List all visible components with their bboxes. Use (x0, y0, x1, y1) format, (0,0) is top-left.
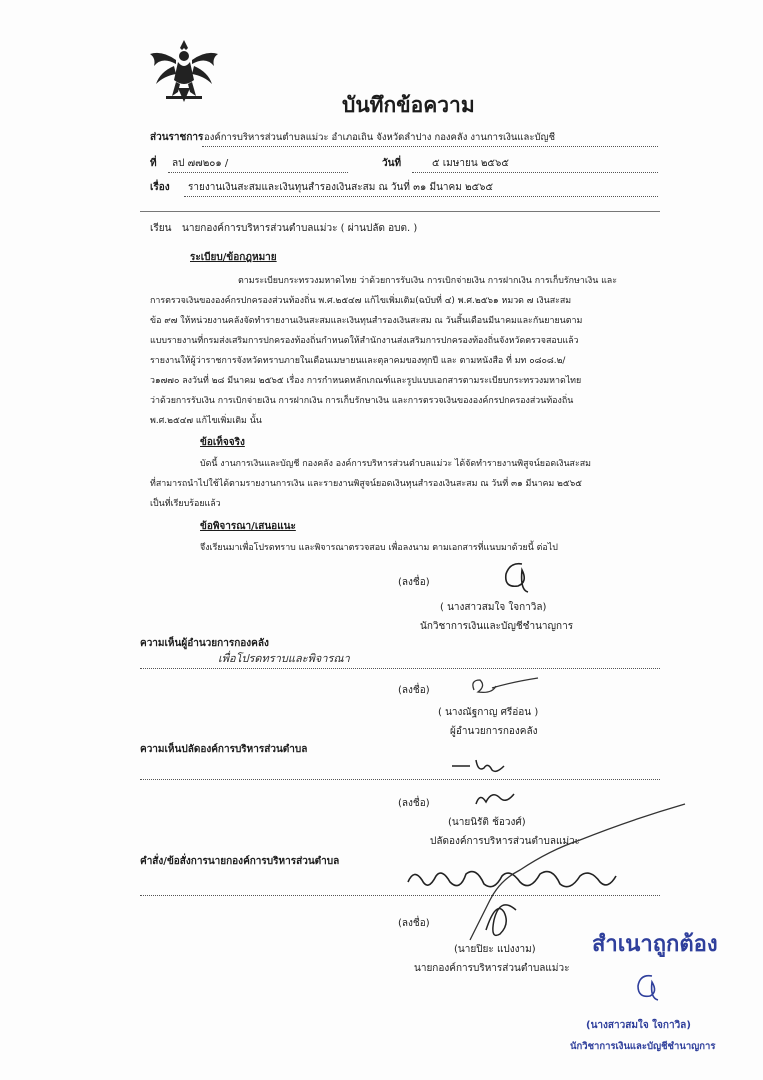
sig3-name: (นายนิรัติ ช้อวงศ์) (448, 817, 526, 828)
sig2-sign-label: (ลงชื่อ) (398, 685, 430, 696)
section2-line: บัดนี้ งานการเงินและบัญชี กองคลัง องค์การบริหารส่วนตำบลแม่วะ ได้จัดทำรายงานพิสูจน์ยอดเงินสะสม (200, 459, 591, 469)
garuda-emblem-icon (148, 36, 220, 106)
certification-name: (นางสาวสมใจ ใจกาวิล) (586, 1020, 691, 1031)
sig1-sign-label: (ลงชื่อ) (398, 577, 430, 588)
date-label: วันที่ (382, 158, 402, 169)
section2-line: ที่สามารถนำไปใช้ได้ตามรายงานการเงิน และรายงานพิสูจน์ยอดเงินทุนสำรองเงินสะสม ณ วันที่ ๓๑ มีนาคม ๒๕๖๕ (150, 479, 582, 489)
sig4-sign-label: (ลงชื่อ) (398, 918, 430, 929)
opinion3-handwriting-mark (448, 756, 518, 778)
section3-heading: ข้อพิจารณา/เสนอแนะ (200, 521, 296, 532)
section1-line: แบบรายงานที่กรมส่งเสริมการปกครองท้องถิ่นกำหนดให้สำนักงานส่งเสริมการปกครองท้องถิ่นจังหวัดตรวจสอบแล้ว (150, 336, 579, 346)
section2-line: เป็นที่เรียบร้อยแล้ว (150, 499, 221, 509)
sig3-position: ปลัดองค์การบริหารส่วนตำบลแม่วะ (430, 836, 581, 847)
sig1-position: นักวิชาการเงินและบัญชีชำนาญการ (420, 621, 574, 632)
sig2-signature (462, 672, 542, 702)
agency-dotted-line (202, 146, 658, 147)
opinion2-label: ความเห็นผู้อำนวยการกองคลัง (140, 638, 269, 649)
sig4-name: (นายปิยะ แปงงาม) (454, 944, 536, 955)
section1-heading: ระเบียบ/ข้อกฎหมาย (190, 252, 277, 263)
header-divider (140, 211, 660, 212)
ref-dotted-line (168, 172, 348, 173)
section1-line: ว่าด้วยการรับเงิน การเบิกจ่ายเงิน การฝากเงิน การเก็บรักษาเงิน และการตรวจเงินขององค์กรปกครองส่วนท้องถิ่น (150, 396, 574, 406)
opinion2-dotted-line (140, 668, 660, 669)
sig4-position: นายกองค์การบริหารส่วนตำบลแม่วะ (414, 963, 570, 974)
to-value: นายกองค์การบริหารส่วนตำบลแม่วะ ( ผ่านปลัด อบต. ) (182, 223, 418, 234)
sig1-signature (492, 560, 542, 596)
ref-label: ที่ (150, 158, 157, 169)
sig2-name: ( นางณัฐกาญ ศรีอ่อน ) (438, 707, 539, 718)
subject-dotted-line (184, 196, 658, 197)
agency-label: ส่วนราชการ (150, 132, 204, 143)
date-value: ๕ เมษายน ๒๕๖๕ (432, 158, 509, 169)
section1-line: การตรวจเงินขององค์กรปกครองส่วนท้องถิ่น พ.ศ.๒๕๔๗ แก้ไขเพิ่มเติม(ฉบับที่ ๔) พ.ศ.๒๕๖๑ หมวด ๗ เงินสะสม (150, 296, 572, 306)
section2-heading: ข้อเท็จจริง (200, 437, 245, 448)
opinion2-handwriting: เพื่อโปรดทราบและพิจารณา (218, 652, 350, 665)
sig1-name: ( นางสาวสมใจ ใจกาวิล) (440, 602, 547, 613)
subject-value: รายงานเงินสะสมและเงินทุนสำรองเงินสะสม ณ วันที่ ๓๑ มีนาคม ๒๕๖๕ (188, 182, 494, 193)
sig4-signature (460, 800, 690, 950)
sig2-position: ผู้อำนวยการกองคลัง (450, 726, 538, 737)
section1-line: พ.ศ.๒๕๔๗ แก้ไขเพิ่มเติม นั้น (150, 416, 262, 426)
section1-line: ข้อ ๙๗ ให้หน่วยงานคลังจัดทำรายงานเงินสะสมและเงินทุนสำรองเงินสะสม ณ วันสิ้นเดือนมีนาคมและกันยายนตาม (150, 316, 583, 326)
sig3-sign-label: (ลงชื่อ) (398, 798, 430, 809)
opinion3-dotted-line (140, 779, 660, 780)
section1-line: ตามระเบียบกระทรวงมหาดไทย ว่าด้วยการรับเงิน การเบิกจ่ายเงิน การฝากเงิน การเก็บรักษาเงิน และ (238, 276, 618, 286)
section3-line: จึงเรียนมาเพื่อโปรดทราบ และพิจารณาตรวจสอบ เพื่อลงนาม ตามเอกสารที่แนบมาด้วยนี้ ต่อไป (200, 543, 558, 553)
certification-position: นักวิชาการเงินและบัญชีชำนาญการ (570, 1041, 716, 1052)
section1-line: รายงานให้ผู้ว่าราชการจังหวัดทราบภายในเดือนเมษายนและตุลาคมของทุกปี และ ตามหนังสือ ที่ มท ๐๘๐๘.๒/ (150, 356, 566, 366)
ref-value: ลป ๗๗๒๐๑ / (172, 158, 229, 169)
subject-label: เรื่อง (150, 182, 170, 193)
memo-title: บันทึกข้อความ (342, 93, 475, 117)
order-label: คำสั่ง/ข้อสั่งการนายกองค์การบริหารส่วนตำบล (140, 856, 340, 867)
to-label: เรียน (150, 223, 172, 234)
opinion3-label: ความเห็นปลัดองค์การบริหารส่วนตำบล (140, 744, 308, 755)
certification-signature (628, 972, 668, 1004)
date-dotted-line (412, 172, 658, 173)
section1-line: ว๑๗๗๐ ลงวันที่ ๒๘ มีนาคม ๒๕๖๕ เรื่อง การกำหนดหลักเกณฑ์และรูปแบบเอกสารตามระเบียบกระทรวงมหาดไทย (150, 376, 582, 386)
certified-copy-stamp: สำเนาถูกต้อง (592, 932, 718, 957)
agency-value: องค์การบริหารส่วนตำบลแม่วะ อำเภอเถิน จังหวัดลำปาง กองคลัง งานการเงินและบัญชี (204, 132, 556, 143)
